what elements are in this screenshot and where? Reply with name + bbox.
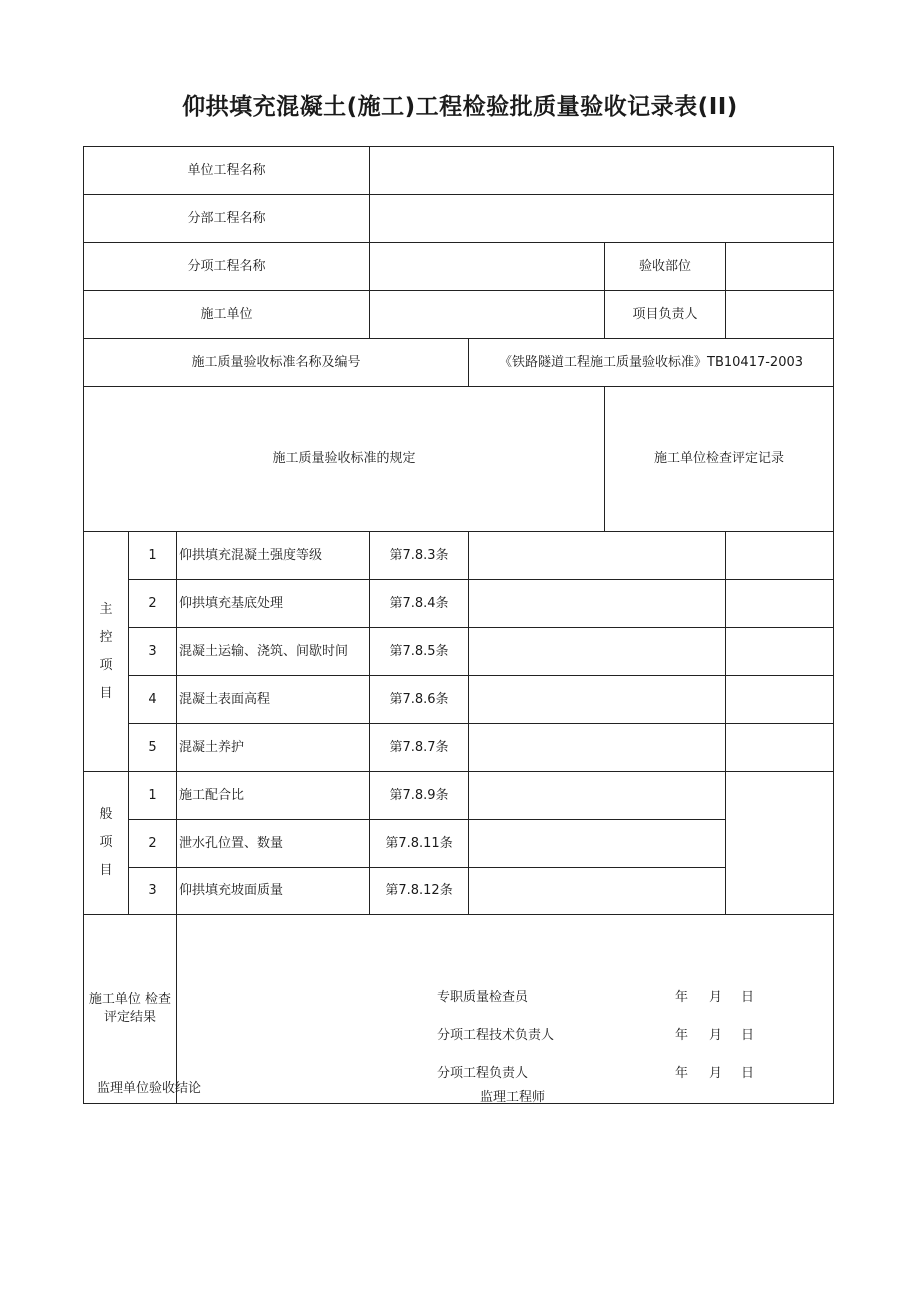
standard-value: 《铁路隧道工程施工质量验收标准》TB10417-2003 xyxy=(469,339,834,387)
contractor-result-label: 施工单位 检查评定结果 xyxy=(84,915,177,1104)
signature-row-subitem-lead xyxy=(177,1065,787,1085)
table-row xyxy=(84,772,834,820)
signature-day: 日 xyxy=(741,990,755,1005)
supervisor-record-field[interactable] xyxy=(726,724,834,772)
contractor-record-field[interactable] xyxy=(469,580,726,628)
acceptance-location-field[interactable] xyxy=(726,243,834,291)
item-number: 4 xyxy=(129,676,177,724)
supervisor-record-field[interactable] xyxy=(726,772,834,915)
item-name: 混凝土运输、浇筑、间歇时间 xyxy=(177,628,370,676)
subitem-project-name-field[interactable] xyxy=(370,243,605,291)
inspection-record-table xyxy=(83,146,834,1104)
item-clause: 第7.8.7条 xyxy=(370,724,469,772)
standard-label: 施工质量验收标准名称及编号 xyxy=(84,339,469,387)
item-number: 2 xyxy=(129,820,177,868)
supervisor-record-field[interactable] xyxy=(726,676,834,724)
item-name: 仰拱填充坡面质量 xyxy=(177,868,370,915)
page-title: 仰拱填充混凝土(施工)工程检验批质量验收记录表(II) xyxy=(182,94,738,120)
supervisor-record-field[interactable] xyxy=(726,532,834,580)
signature-row-quality-inspector xyxy=(177,989,787,1009)
table-row xyxy=(84,532,834,580)
table-row xyxy=(84,676,834,724)
unit-project-name-label: 单位工程名称 xyxy=(84,147,370,195)
supervisor-record-field[interactable] xyxy=(726,580,834,628)
item-name: 混凝土表面高程 xyxy=(177,676,370,724)
signature-month: 月 xyxy=(709,1066,723,1081)
item-number: 3 xyxy=(129,628,177,676)
acceptance-location-label: 验收部位 xyxy=(605,243,726,291)
column-header-contractor-record: 施工单位检查评定记录 xyxy=(605,387,834,532)
signature-role: 分项工程负责人 xyxy=(437,1066,529,1081)
contractor-record-field[interactable] xyxy=(469,820,726,868)
main-control-group-label: 主 控 项 目 xyxy=(84,532,129,772)
unit-project-name-field[interactable] xyxy=(370,147,834,195)
item-number: 3 xyxy=(129,868,177,915)
contractor-record-field[interactable] xyxy=(469,772,726,820)
item-clause: 第7.8.12条 xyxy=(370,868,469,915)
supervisor-engineer-label: 监理工程师 xyxy=(480,1090,546,1105)
item-clause: 第7.8.3条 xyxy=(370,532,469,580)
signature-year: 年 xyxy=(675,1028,689,1043)
project-manager-label: 项目负责人 xyxy=(605,291,726,339)
construction-unit-label: 施工单位 xyxy=(84,291,370,339)
division-project-name-field[interactable] xyxy=(370,195,834,243)
contractor-record-field[interactable] xyxy=(469,676,726,724)
supervisor-record-field[interactable] xyxy=(726,628,834,676)
contractor-record-field[interactable] xyxy=(469,724,726,772)
column-header-spec: 施工质量验收标准的规定 xyxy=(84,387,605,532)
item-number: 5 xyxy=(129,724,177,772)
table-row xyxy=(84,724,834,772)
table-row xyxy=(84,628,834,676)
general-group-label: 般 项 目 xyxy=(84,772,129,915)
item-number: 2 xyxy=(129,580,177,628)
subitem-project-name-label: 分项工程名称 xyxy=(84,243,370,291)
signature-month: 月 xyxy=(709,1028,723,1043)
item-clause: 第7.8.4条 xyxy=(370,580,469,628)
item-name: 泄水孔位置、数量 xyxy=(177,820,370,868)
contractor-record-field[interactable] xyxy=(469,868,726,915)
project-manager-field[interactable] xyxy=(726,291,834,339)
signature-row-technical-lead xyxy=(177,1027,787,1047)
signature-day: 日 xyxy=(741,1066,755,1081)
signature-role: 专职质量检查员 xyxy=(437,990,529,1005)
table-row xyxy=(84,820,834,868)
signature-month: 月 xyxy=(709,990,723,1005)
contractor-record-field[interactable] xyxy=(469,628,726,676)
item-number: 1 xyxy=(129,532,177,580)
item-clause: 第7.8.6条 xyxy=(370,676,469,724)
contractor-record-field[interactable] xyxy=(469,532,726,580)
item-number: 1 xyxy=(129,772,177,820)
signature-role: 分项工程技术负责人 xyxy=(437,1028,555,1043)
division-project-name-label: 分部工程名称 xyxy=(84,195,370,243)
item-name: 仰拱填充基底处理 xyxy=(177,580,370,628)
item-clause: 第7.8.11条 xyxy=(370,820,469,868)
table-row xyxy=(84,868,834,915)
item-name: 混凝土养护 xyxy=(177,724,370,772)
signature-year: 年 xyxy=(675,1066,689,1081)
item-name: 施工配合比 xyxy=(177,772,370,820)
item-clause: 第7.8.5条 xyxy=(370,628,469,676)
signature-year: 年 xyxy=(675,990,689,1005)
item-clause: 第7.8.9条 xyxy=(370,772,469,820)
contractor-result-field[interactable] xyxy=(177,915,834,1104)
construction-unit-field[interactable] xyxy=(370,291,605,339)
signature-day: 日 xyxy=(741,1028,755,1043)
item-name: 仰拱填充混凝土强度等级 xyxy=(177,532,370,580)
supervisor-conclusion-label: 监理单位验收结论 xyxy=(97,1081,202,1096)
table-row xyxy=(84,580,834,628)
